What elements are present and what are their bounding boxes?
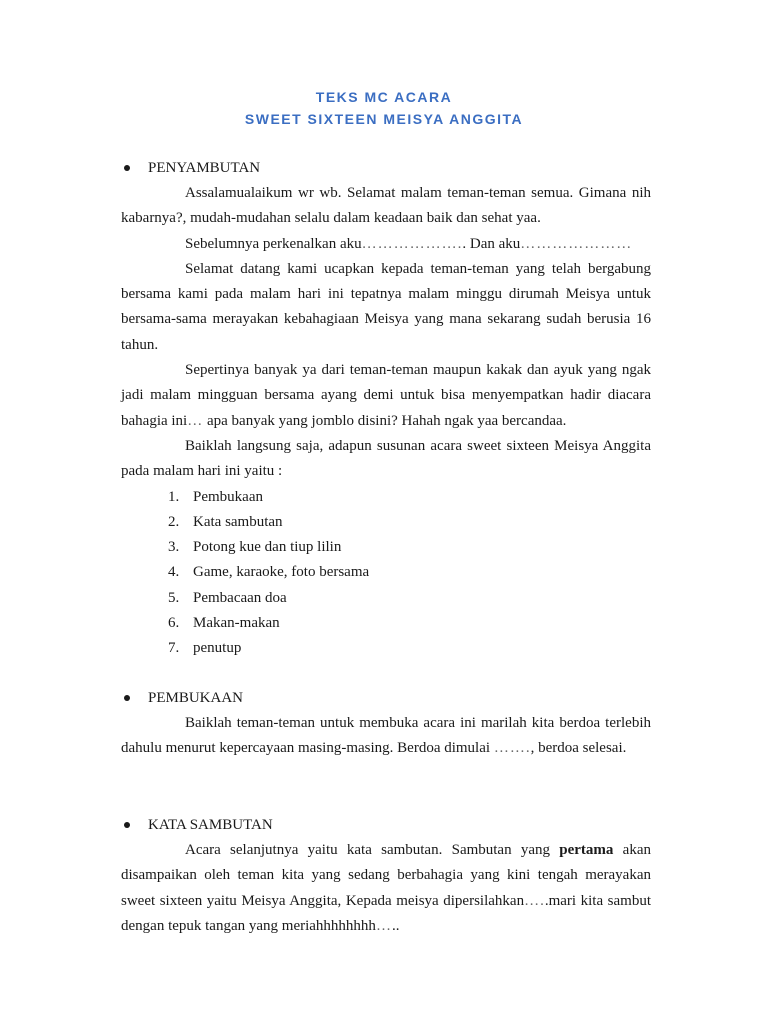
paragraph: Assalamualaikum wr wb. Selamat malam teman-teman semua. Gimana nih kabarnya?, mudah-mudahan selalu dalam keadaan baik dan sehat yaa. (121, 185, 651, 227)
list-item: 2. Kata sambutan (168, 513, 283, 530)
paragraph: Sepertinya banyak ya dari teman-teman maupun kakak dan ayuk yang ngak jadi malam mingguan bersama ayang demi untuk bisa menyempatkan hadir diacara bahagia ini… apa banyak yang jomblo disini? Hahah ngak yaa bercandaa. (121, 362, 651, 429)
list-item: 1. Pembukaan (168, 488, 263, 505)
bullet-icon (124, 165, 130, 171)
bullet-icon (124, 695, 130, 701)
paragraph: Selamat datang kami ucapkan kepada teman-teman yang telah bergabung bersama kami pada malam hari ini tepatnya malam minggu dirumah Meisya untuk bersama-sama merayakan kebahagiaan Meisya yang mana sekarang sudah berusia 16 tahun. (121, 260, 651, 353)
section-penyambutan (121, 156, 651, 662)
section-heading: KATA SAMBUTAN (121, 813, 651, 838)
paragraph: Baiklah langsung saja, adapun susunan acara sweet sixteen Meisya Anggita pada malam hari ini yaitu : (121, 437, 651, 480)
agenda-list (121, 485, 651, 662)
section-heading: PEMBUKAAN (121, 686, 651, 711)
list-item: 6. Makan-makan (168, 615, 280, 632)
section-kata-sambutan (121, 813, 651, 939)
paragraph: Acara selanjutnya yaitu kata sambutan. Sambutan yang pertama akan disampaikan oleh teman kita yang sedang berbahagia yang kini tengah merayakan sweet sixteen yaitu Meisya Anggita, Kepada meisya dipersilahkan…..mari kita sambut dengan tepuk tangan yang meriahhhhhhhh….. (121, 842, 652, 934)
paragraph: Sebelumnya perkenalkan aku……………….. Dan aku………………… (185, 235, 633, 252)
document-subtitle: SWEET SIXTEEN MEISYA ANGGITA (244, 111, 524, 127)
section-pembukaan (121, 686, 651, 762)
list-item: 4. Game, karaoke, foto bersama (168, 564, 370, 581)
paragraph: Baiklah teman-teman untuk membuka acara ini marilah kita berdoa terlebih dahulu menurut kepercayaan masing-masing. Berdoa dimulai ……., berdoa selesai. (121, 715, 651, 757)
list-item: 7. penutup (168, 640, 242, 657)
document-title: TEKS MC ACARA (315, 89, 453, 105)
list-item: 5. Pembacaan doa (168, 589, 287, 606)
list-item: 3. Potong kue dan tiup lilin (168, 539, 342, 556)
bullet-icon (124, 822, 130, 828)
section-heading: PENYAMBUTAN (121, 156, 651, 181)
